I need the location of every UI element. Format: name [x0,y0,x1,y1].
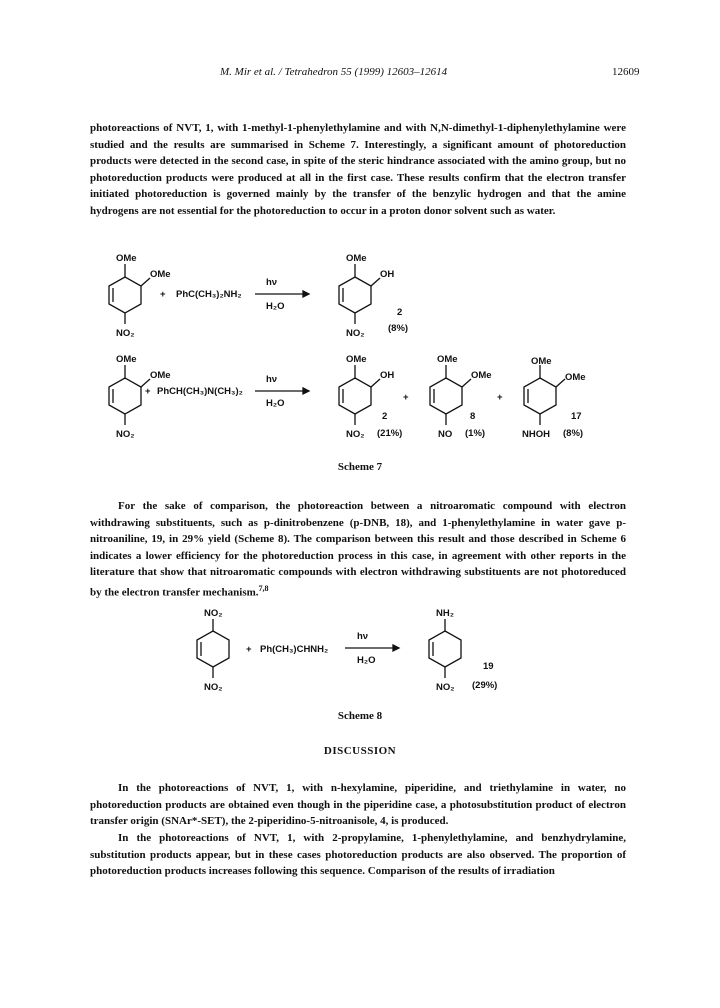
scheme-7-caption: Scheme 7 [337,461,383,473]
scheme-8-caption: Scheme 8 [337,710,383,722]
solvent-label: H₂O [266,398,285,409]
plus-sign: + [246,644,252,655]
solvent-label: H₂O [266,301,285,312]
hv-label: hν [357,631,369,642]
label-ome: OMe [346,354,367,365]
reagent-label: PhC(CH₃)₂NH₂ [176,289,242,300]
plus-sign: + [497,392,503,403]
label-no: NO [438,429,453,440]
label-no2: NO₂ [436,682,455,693]
yield-label: (8%) [388,323,409,334]
compound-number: 8 [470,411,476,422]
plus-sign: + [160,289,166,300]
paragraph-discussion-1: In the photoreactions of NVT, 1, with n-hexylamine, piperidine, and triethylamine in water, no photoreduction products are obtained even though in the piperidine case, a photosubstitution product of electron transfer origin (SNAr*-SET), the 2-piperidino-5-nitroanisole, 4, is produced. [90,782,626,828]
label-ome: OMe [116,354,137,365]
compound-number: 17 [571,411,582,422]
benzene-ring [429,631,461,667]
label-ome-side: OMe [150,370,171,381]
paragraph-intro: photoreactions of NVT, 1, with 1-methyl-1-phenylethylamine and with N,N-dimethyl-1-diphenylethylamine were studied and the results are summarised in Scheme 7. Interestingly, a significant amount of photoreduction products were detected in the second case, in spite of the steric hindrance associated with the amino group, but no photoreduction products were produced at all in the first case. These results confirm that the electron transfer initiated photoreduction is governed mainly by the transfer of the benzylic hydrogen and that the amine hydrogens are not essential for the photoreduction to occur in a proton donor solvent such as water. [90,122,626,217]
plus-sign: + [145,386,151,397]
label-no2: NO₂ [346,429,365,440]
yield-label: (1%) [465,428,486,439]
benzene-ring [197,631,229,667]
reagent-label: PhCH(CH₃)N(CH₃)₂ [157,386,243,397]
label-ome: OMe [116,253,137,264]
running-title: M. Mir et al. / Tetrahedron 55 (1999) 12603–12614 [220,66,448,78]
label-ome: OMe [437,354,458,365]
plus-sign: + [403,392,409,403]
yield-label: (21%) [377,428,403,439]
label-nhoh: NHOH [522,429,550,440]
compound-number: 19 [483,661,494,672]
label-no2: NO₂ [204,682,223,693]
yield-label: (8%) [563,428,584,439]
label-oh: OH [380,269,395,280]
hv-label: hν [266,277,278,288]
label-no2: NO₂ [116,429,135,440]
yield-label: (29%) [472,680,498,691]
label-ome-side: OMe [471,370,492,381]
label-oh: OH [380,370,395,381]
label-no2: NO₂ [116,328,135,339]
label-nh2: NH₂ [436,608,454,619]
label-no2: NO₂ [204,608,223,619]
page-number: 12609 [612,66,640,78]
solvent-label: H₂O [357,655,376,666]
citation-ref: 7,8 [258,583,269,593]
paragraph-comparison-text: For the sake of comparison, the photoreaction between a nitroaromatic compound with electron withdrawing substituents, such as p-dinitrobenzene (p-DNB, 18), and 1-phenylethylamine in water gave p-nitroaniline, 19, in 29% yield (Scheme 8). The comparison between this result and those described in Scheme 6 indicates a lower efficiency for the photoreduction process in this case, in agreement with other reports in the literature that show that nitroaromatic compounds with electron withdrawing substituents are not photoreduced by the electron transfer mechanism. [90,500,626,599]
label-ome-side: OMe [565,372,586,383]
label-ome: OMe [531,356,552,367]
section-heading: DISCUSSION [323,745,397,757]
paragraph-discussion-2: In the photoreactions of NVT, 1, with 2-propylamine, 1-phenylethylamine, and benzhydrylamine, substitution products appear, but in these cases photoreduction products are also observed. The proportion of photoreduction products increases following this sequence. Comparison of the results of irradiation [90,832,626,878]
hv-label: hν [266,374,278,385]
reagent-label: Ph(CH₃)CHNH₂ [260,644,329,655]
label-no2: NO₂ [346,328,365,339]
label-ome: OMe [346,253,367,264]
compound-number: 2 [397,307,403,318]
label-ome-side: OMe [150,269,171,280]
compound-number: 2 [382,411,388,422]
